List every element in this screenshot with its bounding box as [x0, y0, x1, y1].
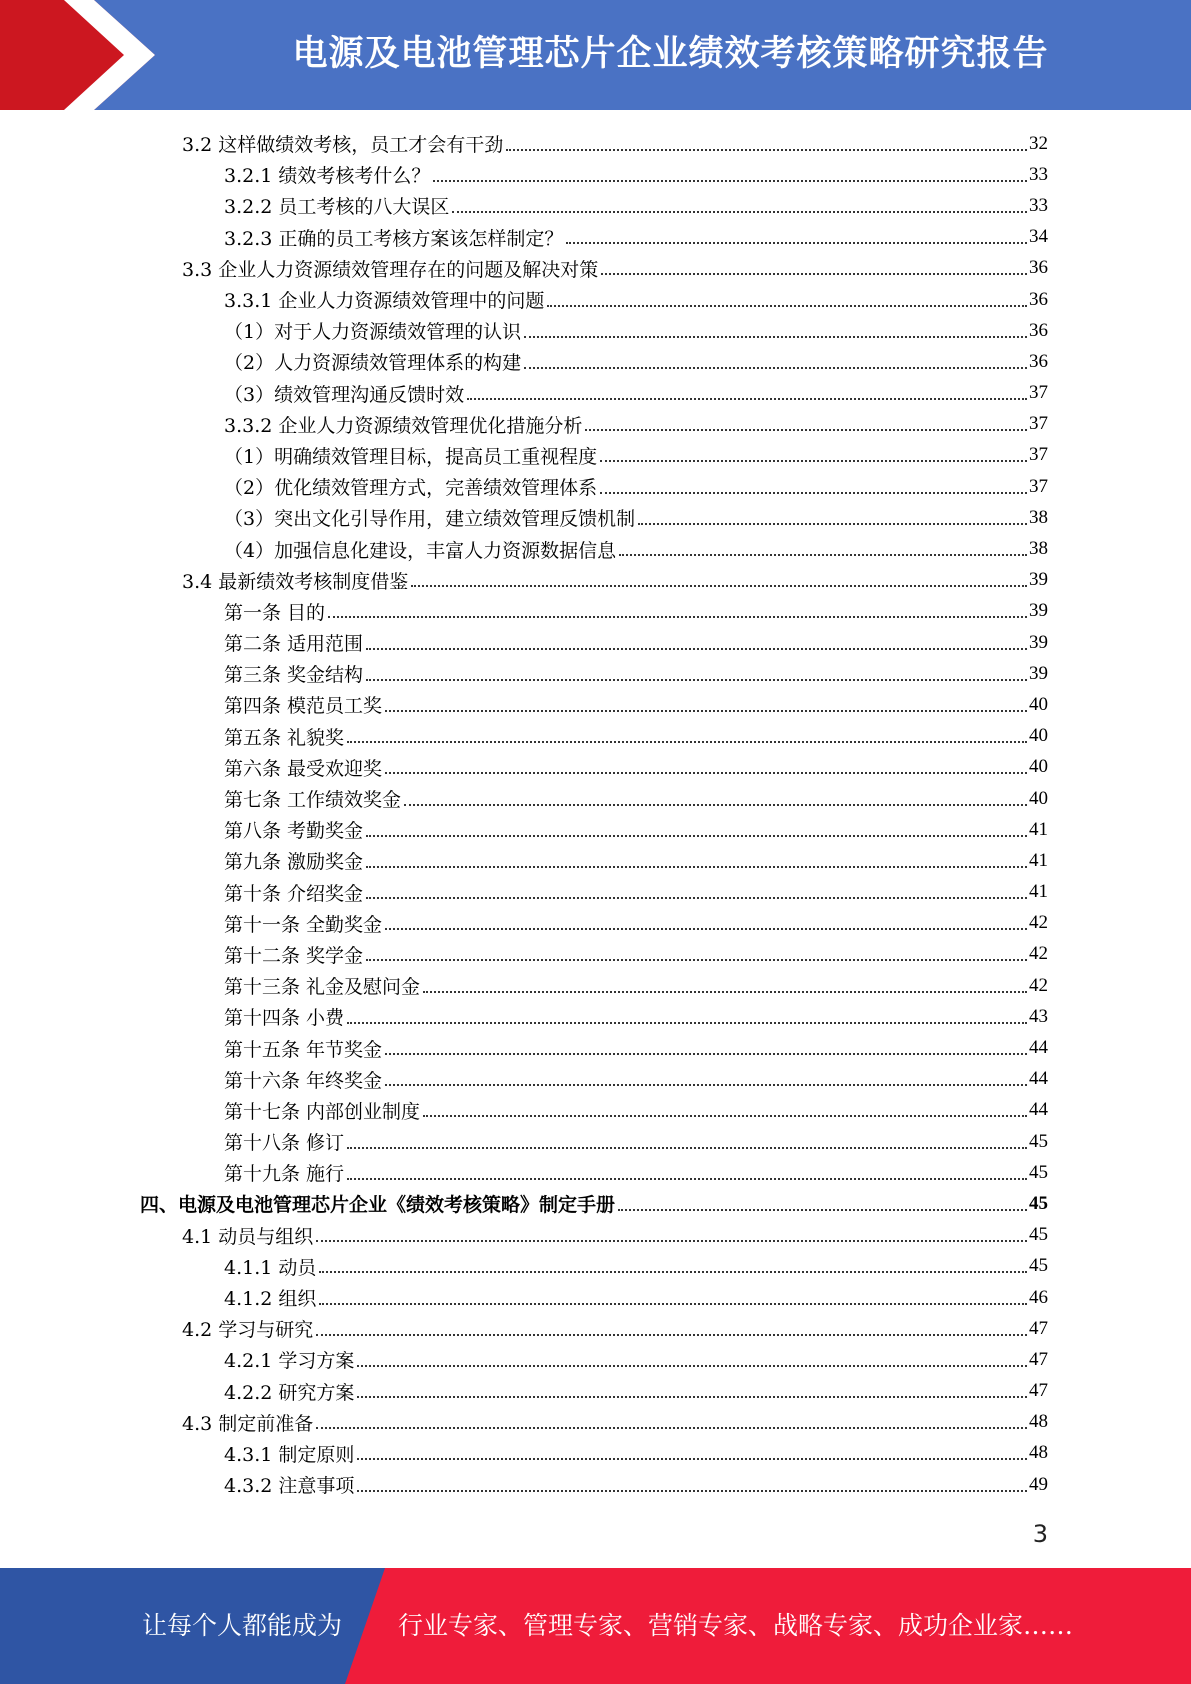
toc-entry-page: 44: [1029, 1037, 1048, 1059]
toc-entry-label: 第十二条 奖学金: [224, 944, 364, 967]
toc-entry[interactable]: [140, 877, 1048, 908]
toc-dot-leader: [467, 398, 1027, 400]
toc-entry-label: 第十四条 小费: [224, 1007, 345, 1030]
toc-entry[interactable]: [140, 1376, 1048, 1407]
toc-entry-label: 第八条 考勤奖金: [224, 820, 364, 843]
toc-entry-page: 37: [1029, 444, 1048, 466]
toc-entry-label: 第十条 介绍奖金: [224, 882, 364, 905]
toc-entry-label: 第七条 工作绩效奖金: [224, 789, 402, 812]
footer-slogan-left: 让每个人都能成为: [142, 1611, 343, 1640]
toc-entry-page: 40: [1029, 787, 1048, 809]
toc-entry[interactable]: [140, 159, 1048, 190]
toc-dot-leader: [366, 679, 1027, 681]
toc-entry-page: 39: [1029, 662, 1048, 684]
toc-dot-leader: [506, 149, 1027, 151]
toc-entry[interactable]: [140, 315, 1048, 346]
toc-entry-page: 47: [1029, 1348, 1048, 1370]
toc-dot-leader: [357, 1365, 1027, 1367]
toc-entry[interactable]: [140, 689, 1048, 720]
toc-entry[interactable]: [140, 1001, 1048, 1032]
toc-entry[interactable]: [140, 1469, 1048, 1500]
toc-dot-leader: [319, 1303, 1027, 1305]
toc-entry[interactable]: [140, 1126, 1048, 1157]
toc-dot-leader: [366, 866, 1027, 868]
toc-entry[interactable]: [140, 627, 1048, 658]
toc-entry-label: 3.3 企业人力资源绩效管理存在的问题及解决对策: [182, 258, 599, 281]
toc-entry-label: 第三条 奖金结构: [224, 664, 364, 687]
toc-entry-label: 4.2 学习与研究: [182, 1319, 314, 1342]
toc-dot-leader: [524, 336, 1027, 338]
toc-entry[interactable]: [140, 409, 1048, 440]
toc-entry-label: （1）明确绩效管理目标，提高员工重视程度: [224, 445, 598, 468]
page-header: [0, 0, 1191, 110]
toc-entry-label: 3.2.2 员工考核的八大误区: [224, 196, 450, 219]
toc-entry[interactable]: [140, 190, 1048, 221]
toc-entry[interactable]: [140, 783, 1048, 814]
toc-entry[interactable]: [140, 1095, 1048, 1126]
toc-entry-label: （1）对于人力资源绩效管理的认识: [224, 321, 522, 344]
toc-entry-page: 33: [1029, 194, 1048, 216]
toc-entry-label: 3.2.3 正确的员工考核方案该怎样制定？: [224, 227, 564, 250]
toc-entry-page: 36: [1029, 257, 1048, 279]
toc-entry-label: 4.3 制定前准备: [182, 1412, 314, 1435]
toc-dot-leader: [423, 991, 1027, 993]
toc-entry-page: 40: [1029, 693, 1048, 715]
toc-entry-label: 4.2.2 研究方案: [224, 1381, 355, 1404]
toc-entry[interactable]: [140, 222, 1048, 253]
toc-entry-page: 38: [1029, 538, 1048, 560]
toc-dot-leader: [411, 585, 1027, 587]
toc-entry-page: 42: [1029, 974, 1048, 996]
toc-dot-leader: [347, 741, 1027, 743]
toc-entry[interactable]: [140, 440, 1048, 471]
toc-dot-leader: [547, 305, 1027, 307]
toc-dot-leader: [452, 211, 1027, 213]
toc-dot-leader: [366, 959, 1027, 961]
toc-entry-page: 42: [1029, 912, 1048, 934]
toc-dot-leader: [385, 710, 1027, 712]
toc-dot-leader: [347, 1178, 1027, 1180]
toc-entry[interactable]: [140, 845, 1048, 876]
toc-entry-label: 第十三条 礼金及慰问金: [224, 976, 421, 999]
toc-entry-label: 四、电源及电池管理芯片企业《绩效考核策略》制定手册: [140, 1194, 616, 1217]
toc-entry-label: 4.2.1 学习方案: [224, 1350, 355, 1373]
toc-entry-label: （4）加强信息化建设，丰富人力资源数据信息: [224, 539, 617, 562]
toc-dot-leader: [385, 1084, 1027, 1086]
toc-dot-leader: [423, 1115, 1027, 1117]
toc-entry-page: 45: [1029, 1224, 1048, 1246]
toc-dot-leader: [347, 1022, 1027, 1024]
toc-dot-leader: [316, 1240, 1027, 1242]
toc-entry-page: 45: [1029, 1192, 1048, 1214]
page-number: 3: [1032, 1520, 1048, 1548]
toc-entry-label: 第二条 适用范围: [224, 633, 364, 656]
toc-dot-leader: [357, 1396, 1027, 1398]
toc-entry[interactable]: [140, 346, 1048, 377]
toc-dot-leader: [385, 1053, 1027, 1055]
toc-entry-label: 第十五条 年节奖金: [224, 1038, 383, 1061]
toc-entry-label: 第一条 目的: [224, 601, 326, 624]
toc-entry[interactable]: [140, 1032, 1048, 1063]
toc-entry-page: 33: [1029, 163, 1048, 185]
toc-entry[interactable]: [140, 721, 1048, 752]
toc-entry-label: （3）绩效管理沟通反馈时效: [224, 383, 465, 406]
toc-entry-label: 第十六条 年终奖金: [224, 1069, 383, 1092]
toc-entry-label: 第四条 模范员工奖: [224, 695, 383, 718]
toc-dot-leader: [619, 554, 1027, 556]
toc-dot-leader: [319, 1271, 1027, 1273]
toc-entry-label: 3.3.2 企业人力资源绩效管理优化措施分析: [224, 414, 583, 437]
toc-entry-label: （3）突出文化引导作用，建立绩效管理反馈机制: [224, 508, 636, 531]
toc-entry[interactable]: [140, 128, 1048, 159]
toc-entry-label: 第十七条 内部创业制度: [224, 1100, 421, 1123]
toc-entry[interactable]: [140, 752, 1048, 783]
toc-entry[interactable]: [140, 658, 1048, 689]
toc-entry[interactable]: [140, 1313, 1048, 1344]
toc-entry-page: 37: [1029, 382, 1048, 404]
toc-entry-page: 37: [1029, 413, 1048, 435]
toc-entry-page: 45: [1029, 1255, 1048, 1277]
toc-entry[interactable]: [140, 253, 1048, 284]
toc-entry-page: 41: [1029, 818, 1048, 840]
toc-dot-leader: [316, 1334, 1027, 1336]
toc-entry-label: 第十八条 修订: [224, 1132, 345, 1155]
toc-entry[interactable]: [140, 1220, 1048, 1251]
toc-entry-label: 3.3.1 企业人力资源绩效管理中的问题: [224, 290, 545, 313]
toc-entry-page: 45: [1029, 1161, 1048, 1183]
toc-entry[interactable]: [140, 814, 1048, 845]
toc-entry[interactable]: [140, 502, 1048, 533]
toc-entry[interactable]: [140, 533, 1048, 564]
toc-entry[interactable]: [140, 939, 1048, 970]
toc-dot-leader: [600, 492, 1027, 494]
toc-entry-label: 4.1.1 动员: [224, 1256, 317, 1279]
toc-entry-page: 42: [1029, 943, 1048, 965]
toc-entry-page: 38: [1029, 506, 1048, 528]
toc-entry[interactable]: [140, 1407, 1048, 1438]
toc-dot-leader: [566, 242, 1027, 244]
toc-entry-page: 36: [1029, 350, 1048, 372]
toc-entry[interactable]: [140, 1188, 1048, 1219]
toc-entry-label: 4.1.2 组织: [224, 1288, 317, 1311]
toc-entry-label: 第九条 激励奖金: [224, 851, 364, 874]
toc-entry-page: 40: [1029, 756, 1048, 778]
toc-entry-page: 41: [1029, 881, 1048, 903]
toc-entry[interactable]: [140, 284, 1048, 315]
report-title: 电源及电池管理芯片企业绩效考核策略研究报告: [292, 34, 1049, 74]
toc-entry[interactable]: [140, 565, 1048, 596]
toc-dot-leader: [366, 835, 1027, 837]
page-footer: [0, 1568, 1191, 1684]
toc-dot-leader: [385, 772, 1027, 774]
toc-dot-leader: [585, 429, 1027, 431]
toc-dot-leader: [328, 616, 1027, 618]
toc-entry-label: 4.3.2 注意事项: [224, 1475, 355, 1498]
toc-dot-leader: [433, 180, 1027, 182]
toc-entry-page: 36: [1029, 288, 1048, 310]
toc-entry-page: 49: [1029, 1473, 1048, 1495]
toc-entry-page: 32: [1029, 132, 1048, 154]
toc-dot-leader: [357, 1490, 1027, 1492]
toc-entry-page: 41: [1029, 849, 1048, 871]
toc-entry-page: 39: [1029, 631, 1048, 653]
toc-dot-leader: [357, 1458, 1027, 1460]
toc-entry-page: 34: [1029, 226, 1048, 248]
toc-entry-page: 43: [1029, 1005, 1048, 1027]
toc-dot-leader: [524, 367, 1027, 369]
toc-entry[interactable]: [140, 1344, 1048, 1375]
toc-entry-page: 37: [1029, 475, 1048, 497]
toc-entry-page: 45: [1029, 1130, 1048, 1152]
toc-entry-label: （2）人力资源绩效管理体系的构建: [224, 352, 522, 375]
table-of-contents: [140, 128, 1048, 1500]
toc-entry-label: 3.2.1 绩效考核考什么？: [224, 165, 431, 188]
toc-entry-page: 36: [1029, 319, 1048, 341]
toc-entry-label: 第十一条 全勤奖金: [224, 913, 383, 936]
toc-entry-page: 44: [1029, 1068, 1048, 1090]
toc-entry-page: 44: [1029, 1099, 1048, 1121]
toc-dot-leader: [366, 648, 1027, 650]
toc-entry-label: 第十九条 施行: [224, 1163, 345, 1186]
toc-entry-label: 第六条 最受欢迎奖: [224, 757, 383, 780]
toc-entry[interactable]: [140, 596, 1048, 627]
toc-entry[interactable]: [140, 1251, 1048, 1282]
toc-dot-leader: [618, 1209, 1027, 1211]
toc-entry[interactable]: [140, 1064, 1048, 1095]
toc-entry[interactable]: [140, 970, 1048, 1001]
toc-entry-page: 39: [1029, 569, 1048, 591]
toc-entry-page: 48: [1029, 1411, 1048, 1433]
toc-entry-label: 第五条 礼貌奖: [224, 726, 345, 749]
toc-entry-page: 47: [1029, 1380, 1048, 1402]
toc-entry[interactable]: [140, 1282, 1048, 1313]
toc-entry[interactable]: [140, 471, 1048, 502]
toc-entry-label: （2）优化绩效管理方式，完善绩效管理体系: [224, 477, 598, 500]
toc-dot-leader: [385, 928, 1027, 930]
toc-entry-page: 39: [1029, 600, 1048, 622]
toc-entry[interactable]: [140, 1157, 1048, 1188]
toc-entry[interactable]: [140, 908, 1048, 939]
toc-dot-leader: [404, 804, 1027, 806]
toc-entry-page: 47: [1029, 1317, 1048, 1339]
toc-entry-label: 4.1 动员与组织: [182, 1225, 314, 1248]
toc-dot-leader: [600, 460, 1027, 462]
toc-entry-label: 4.3.1 制定原则: [224, 1443, 355, 1466]
toc-dot-leader: [366, 897, 1027, 899]
toc-dot-leader: [347, 1147, 1027, 1149]
toc-entry[interactable]: [140, 1438, 1048, 1469]
toc-entry-page: 46: [1029, 1286, 1048, 1308]
toc-dot-leader: [638, 523, 1027, 525]
toc-dot-leader: [601, 273, 1027, 275]
toc-entry[interactable]: [140, 378, 1048, 409]
toc-dot-leader: [316, 1427, 1027, 1429]
footer-slogan-right: 行业专家、管理专家、营销专家、战略专家、成功企业家……: [398, 1611, 1074, 1640]
toc-entry-page: 48: [1029, 1442, 1048, 1464]
toc-entry-page: 40: [1029, 725, 1048, 747]
toc-entry-label: 3.4 最新绩效考核制度借鉴: [182, 570, 409, 593]
toc-entry-label: 3.2 这样做绩效考核，员工才会有干劲: [182, 134, 504, 157]
